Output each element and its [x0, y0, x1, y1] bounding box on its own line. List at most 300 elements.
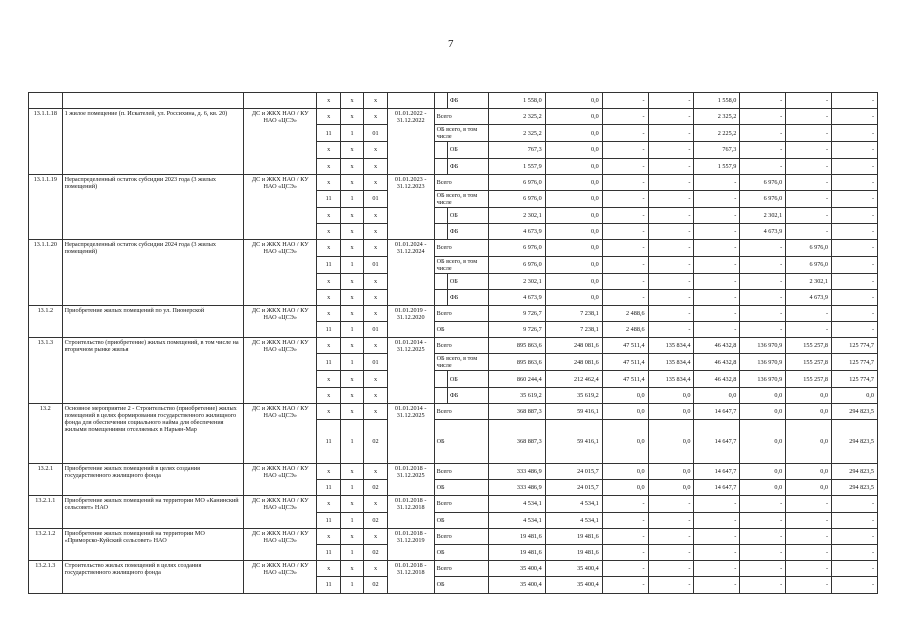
period: 01.01.2018 - 31.12.2025	[387, 464, 434, 496]
amount-cell: -	[832, 207, 878, 223]
amount-cell: -	[694, 322, 740, 338]
amount-cell: 2 302,1	[488, 207, 545, 223]
budget-code: x	[364, 224, 387, 240]
amount-cell: 35 400,4	[488, 577, 545, 593]
table-row	[29, 109, 878, 125]
amount-cell: -	[694, 544, 740, 560]
budget-code: 11	[317, 544, 340, 560]
amount-cell: -	[648, 273, 694, 289]
budget-code: x	[317, 403, 340, 419]
amount-cell: -	[832, 512, 878, 528]
budget-code: x	[317, 528, 340, 544]
budget-code: x	[340, 496, 363, 512]
amount-cell: 1 558,0	[488, 93, 545, 109]
responsible-executor: ДС и ЖКХ НАО / КУ НАО «ЦСЭ»	[244, 528, 317, 560]
amount-cell: 0,0	[602, 480, 648, 496]
amount-cell: -	[648, 496, 694, 512]
amount-cell: -	[740, 512, 786, 528]
amount-cell: -	[832, 528, 878, 544]
amount-cell: -	[832, 273, 878, 289]
amount-cell: -	[832, 109, 878, 125]
amount-cell: -	[786, 125, 832, 142]
amount-cell: 0,0	[602, 420, 648, 464]
amount-cell: 9 726,7	[488, 322, 545, 338]
amount-cell: 4 673,9	[786, 289, 832, 305]
responsible-executor	[244, 93, 317, 109]
budget-code: x	[340, 464, 363, 480]
budget-code: 11	[317, 256, 340, 273]
amount-cell: -	[648, 240, 694, 256]
funding-source: ОБ	[434, 512, 488, 528]
amount-cell: 0,0	[545, 142, 602, 158]
funding-source: ОБ всего, в том числе	[434, 125, 488, 142]
budget-code: x	[340, 289, 363, 305]
amount-cell: 0,0	[545, 93, 602, 109]
amount-cell: -	[832, 190, 878, 207]
amount-cell: 19 481,6	[545, 544, 602, 560]
amount-cell: 0,0	[786, 420, 832, 464]
responsible-executor: ДС и ЖКХ НАО / КУ НАО «ЦСЭ»	[244, 561, 317, 593]
amount-cell: -	[740, 577, 786, 593]
budget-code: x	[340, 561, 363, 577]
budget-code: x	[340, 305, 363, 321]
budget-code: x	[364, 561, 387, 577]
amount-cell: 0,0	[648, 403, 694, 419]
amount-cell: -	[786, 207, 832, 223]
amount-cell: -	[602, 544, 648, 560]
budget-code: x	[364, 528, 387, 544]
budget-code: x	[317, 464, 340, 480]
budget-code: x	[317, 142, 340, 158]
budget-code: 02	[364, 512, 387, 528]
amount-cell: 46 432,8	[694, 354, 740, 371]
activity-code: 13.1.1.19	[29, 174, 63, 240]
amount-cell: -	[648, 289, 694, 305]
budget-code: x	[340, 207, 363, 223]
amount-cell: 0,0	[740, 464, 786, 480]
activity-name: Основное мероприятие 2 - Строительство (приобретение) жилых помещений в целях формирования государственного жилищного фонда для обеспечения социального найма для обеспечения жилыми помещениями отселяемых в Нарьян-Мар	[62, 403, 243, 463]
source-indent	[434, 142, 447, 158]
amount-cell: 767,3	[694, 142, 740, 158]
budget-code: x	[364, 289, 387, 305]
budget-code: 01	[364, 322, 387, 338]
activity-code: 13.2	[29, 403, 63, 463]
budget-code: x	[364, 207, 387, 223]
budget-code: x	[340, 93, 363, 109]
budget-code: x	[317, 207, 340, 223]
program-activities-table	[28, 92, 878, 594]
budget-code: x	[364, 93, 387, 109]
amount-cell: 4 673,9	[488, 224, 545, 240]
budget-code: x	[340, 158, 363, 174]
table-row	[29, 174, 878, 190]
amount-cell: -	[694, 207, 740, 223]
budget-code: 02	[364, 420, 387, 464]
amount-cell: -	[602, 174, 648, 190]
amount-cell: 767,3	[488, 142, 545, 158]
funding-source: Всего	[434, 561, 488, 577]
amount-cell: 0,0	[740, 387, 786, 403]
amount-cell: -	[832, 289, 878, 305]
amount-cell: -	[602, 158, 648, 174]
budget-code: x	[364, 305, 387, 321]
budget-code: x	[317, 93, 340, 109]
amount-cell: -	[786, 109, 832, 125]
amount-cell: -	[832, 544, 878, 560]
responsible-executor: ДС и ЖКХ НАО / КУ НАО «ЦСЭ»	[244, 338, 317, 404]
budget-code: 1	[340, 480, 363, 496]
funding-source: Всего	[434, 305, 488, 321]
period: 01.01.2014 - 31.12.2025	[387, 338, 434, 404]
amount-cell: -	[602, 512, 648, 528]
budget-code: x	[340, 240, 363, 256]
amount-cell: 14 647,7	[694, 464, 740, 480]
amount-cell: 35 400,4	[488, 561, 545, 577]
amount-cell: 125 774,7	[832, 371, 878, 387]
funding-source: ОБ	[434, 577, 488, 593]
amount-cell: -	[694, 273, 740, 289]
amount-cell: -	[832, 561, 878, 577]
budget-code: x	[317, 224, 340, 240]
amount-cell: 155 257,8	[786, 338, 832, 354]
amount-cell: 895 863,6	[488, 338, 545, 354]
amount-cell: 4 534,1	[488, 512, 545, 528]
amount-cell: 0,0	[740, 480, 786, 496]
amount-cell: 248 081,6	[545, 354, 602, 371]
budget-code: x	[340, 387, 363, 403]
budget-code: x	[317, 371, 340, 387]
budget-code: 01	[364, 354, 387, 371]
amount-cell: -	[740, 125, 786, 142]
amount-cell: 0,0	[545, 224, 602, 240]
responsible-executor: ДС и ЖКХ НАО / КУ НАО «ЦСЭ»	[244, 174, 317, 240]
amount-cell: 6 976,0	[488, 240, 545, 256]
amount-cell: -	[832, 240, 878, 256]
budget-code: 01	[364, 256, 387, 273]
amount-cell: 135 834,4	[648, 338, 694, 354]
funding-source: Всего	[434, 338, 488, 354]
budget-code: 1	[340, 125, 363, 142]
budget-code: x	[317, 109, 340, 125]
amount-cell: 294 823,5	[832, 403, 878, 419]
period: 01.01.2018 - 31.12.2018	[387, 496, 434, 528]
amount-cell: -	[648, 561, 694, 577]
amount-cell: -	[740, 273, 786, 289]
budget-code: x	[317, 561, 340, 577]
funding-source: ФБ	[447, 158, 488, 174]
amount-cell: -	[832, 158, 878, 174]
amount-cell: 0,0	[740, 420, 786, 464]
amount-cell: 4 673,9	[740, 224, 786, 240]
amount-cell: 6 976,0	[488, 190, 545, 207]
responsible-executor: ДС и ЖКХ НАО / КУ НАО «ЦСЭ»	[244, 403, 317, 463]
amount-cell: 0,0	[545, 174, 602, 190]
amount-cell: -	[786, 496, 832, 512]
amount-cell: -	[832, 577, 878, 593]
amount-cell: 6 976,0	[740, 174, 786, 190]
amount-cell: 294 823,5	[832, 480, 878, 496]
budget-code: x	[317, 305, 340, 321]
funding-source: ФБ	[447, 289, 488, 305]
amount-cell: 2 488,6	[602, 322, 648, 338]
amount-cell: 0,0	[648, 387, 694, 403]
amount-cell: 6 976,0	[488, 174, 545, 190]
amount-cell: -	[648, 512, 694, 528]
amount-cell: -	[694, 289, 740, 305]
amount-cell: 0,0	[545, 207, 602, 223]
budget-code: x	[317, 496, 340, 512]
table-body	[29, 93, 878, 594]
budget-code: 1	[340, 420, 363, 464]
amount-cell: 136 970,9	[740, 371, 786, 387]
amount-cell: -	[832, 174, 878, 190]
table-row	[29, 93, 878, 109]
amount-cell: -	[602, 528, 648, 544]
amount-cell: -	[602, 256, 648, 273]
period: 01.01.2023 - 31.12.2023	[387, 174, 434, 240]
amount-cell: 47 511,4	[602, 354, 648, 371]
amount-cell: 0,0	[545, 240, 602, 256]
amount-cell: -	[602, 577, 648, 593]
amount-cell: -	[786, 158, 832, 174]
amount-cell: 46 432,8	[694, 338, 740, 354]
table-row	[29, 240, 878, 256]
amount-cell: 6 976,0	[786, 240, 832, 256]
funding-source: ОБ всего, в том числе	[434, 190, 488, 207]
table-row	[29, 496, 878, 512]
budget-code: x	[364, 464, 387, 480]
funding-source: ОБ	[434, 420, 488, 464]
amount-cell: 19 481,6	[488, 528, 545, 544]
table-row	[29, 338, 878, 354]
activity-code: 13.1.2	[29, 305, 63, 337]
amount-cell: 4 534,1	[488, 496, 545, 512]
amount-cell: 2 225,2	[694, 125, 740, 142]
amount-cell: -	[648, 544, 694, 560]
responsible-executor: ДС и ЖКХ НАО / КУ НАО «ЦСЭ»	[244, 109, 317, 175]
amount-cell: 4 534,1	[545, 496, 602, 512]
amount-cell: -	[648, 322, 694, 338]
amount-cell: 0,0	[602, 464, 648, 480]
period: 01.01.2019 - 31.12.2020	[387, 305, 434, 337]
amount-cell: -	[740, 544, 786, 560]
budget-code: x	[340, 403, 363, 419]
amount-cell: -	[740, 496, 786, 512]
table-row	[29, 561, 878, 577]
budget-code: x	[364, 174, 387, 190]
responsible-executor: ДС и ЖКХ НАО / КУ НАО «ЦСЭ»	[244, 496, 317, 528]
amount-cell: 155 257,8	[786, 371, 832, 387]
amount-cell: 9 726,7	[488, 305, 545, 321]
amount-cell: -	[694, 190, 740, 207]
amount-cell: -	[740, 256, 786, 273]
amount-cell: -	[648, 93, 694, 109]
budget-code: x	[317, 289, 340, 305]
budget-code: x	[364, 273, 387, 289]
amount-cell: 125 774,7	[832, 354, 878, 371]
amount-cell: -	[832, 305, 878, 321]
budget-code: 02	[364, 480, 387, 496]
amount-cell: 125 774,7	[832, 338, 878, 354]
activity-name: Приобретение жилых помещений в целях создания государственного жилищного фонда	[62, 464, 243, 496]
budget-code: 02	[364, 577, 387, 593]
amount-cell: -	[694, 496, 740, 512]
funding-source: Всего	[434, 403, 488, 419]
funding-source: ОБ	[447, 273, 488, 289]
amount-cell: 135 834,4	[648, 371, 694, 387]
period: 01.01.2022 - 31.12.2022	[387, 109, 434, 175]
budget-code: x	[364, 109, 387, 125]
amount-cell: 0,0	[694, 387, 740, 403]
amount-cell: -	[694, 512, 740, 528]
amount-cell: 0,0	[786, 387, 832, 403]
amount-cell: -	[786, 561, 832, 577]
amount-cell: 0,0	[545, 109, 602, 125]
funding-source: Всего	[434, 464, 488, 480]
table-row	[29, 403, 878, 419]
amount-cell: -	[786, 305, 832, 321]
amount-cell: -	[740, 93, 786, 109]
table-row	[29, 305, 878, 321]
funding-source: ФБ	[447, 224, 488, 240]
activity-name: 1 жилое помещение (п. Искателей, ул. Россихина, д. 6, кв. 20)	[62, 109, 243, 175]
budget-code: 11	[317, 190, 340, 207]
amount-cell: -	[648, 305, 694, 321]
amount-cell: 1 558,0	[694, 93, 740, 109]
activity-code: 13.1.1.18	[29, 109, 63, 175]
period: 01.01.2014 - 31.12.2025	[387, 403, 434, 463]
amount-cell: -	[740, 561, 786, 577]
amount-cell: 19 481,6	[545, 528, 602, 544]
budget-code: x	[340, 371, 363, 387]
amount-cell: -	[694, 528, 740, 544]
amount-cell: -	[786, 322, 832, 338]
amount-cell: 0,0	[832, 387, 878, 403]
source-indent	[434, 224, 447, 240]
amount-cell: 24 015,7	[545, 464, 602, 480]
amount-cell: -	[648, 190, 694, 207]
amount-cell: 6 976,0	[740, 190, 786, 207]
amount-cell: 333 486,9	[488, 480, 545, 496]
amount-cell: -	[648, 174, 694, 190]
amount-cell: 0,0	[602, 387, 648, 403]
amount-cell: -	[648, 528, 694, 544]
funding-source: Всего	[434, 240, 488, 256]
amount-cell: -	[786, 512, 832, 528]
amount-cell: -	[832, 256, 878, 273]
amount-cell: -	[832, 224, 878, 240]
amount-cell: 0,0	[545, 256, 602, 273]
funding-source: ОБ	[447, 142, 488, 158]
amount-cell: 136 970,9	[740, 338, 786, 354]
budget-code: x	[340, 109, 363, 125]
budget-code: x	[340, 174, 363, 190]
amount-cell: 212 462,4	[545, 371, 602, 387]
budget-code: 01	[364, 190, 387, 207]
budget-code: 02	[364, 544, 387, 560]
amount-cell: 895 863,6	[488, 354, 545, 371]
amount-cell: 47 511,4	[602, 371, 648, 387]
amount-cell: 1 557,9	[488, 158, 545, 174]
amount-cell: -	[602, 207, 648, 223]
budget-code: x	[340, 338, 363, 354]
amount-cell: 59 416,1	[545, 403, 602, 419]
amount-cell: -	[694, 174, 740, 190]
amount-cell: 0,0	[545, 190, 602, 207]
amount-cell: -	[602, 109, 648, 125]
budget-code: 1	[340, 512, 363, 528]
amount-cell: 333 486,9	[488, 464, 545, 480]
amount-cell: 47 511,4	[602, 338, 648, 354]
amount-cell: 14 647,7	[694, 403, 740, 419]
amount-cell: -	[832, 142, 878, 158]
funding-source: ФБ	[447, 93, 488, 109]
table-row	[29, 528, 878, 544]
amount-cell: -	[740, 528, 786, 544]
amount-cell: -	[602, 561, 648, 577]
activity-name: Приобретение жилых помещений на территории МО «Приморско-Куйский сельсовет» НАО	[62, 528, 243, 560]
budget-code: x	[364, 142, 387, 158]
table-row	[29, 464, 878, 480]
budget-code: x	[317, 158, 340, 174]
amount-cell: -	[602, 224, 648, 240]
funding-source: Всего	[434, 496, 488, 512]
budget-code: x	[364, 240, 387, 256]
amount-cell: 0,0	[740, 403, 786, 419]
amount-cell: -	[648, 256, 694, 273]
budget-code: 11	[317, 512, 340, 528]
source-indent	[434, 371, 447, 387]
amount-cell: -	[786, 190, 832, 207]
budget-code: x	[340, 273, 363, 289]
budget-code: 11	[317, 354, 340, 371]
budget-code: 1	[340, 544, 363, 560]
budget-code: x	[340, 528, 363, 544]
amount-cell: 4 673,9	[488, 289, 545, 305]
amount-cell: 0,0	[545, 158, 602, 174]
source-indent	[434, 289, 447, 305]
amount-cell: 35 619,2	[545, 387, 602, 403]
amount-cell: -	[786, 142, 832, 158]
amount-cell: 46 432,8	[694, 371, 740, 387]
amount-cell: 7 238,1	[545, 322, 602, 338]
amount-cell: -	[694, 240, 740, 256]
budget-code: x	[364, 387, 387, 403]
activity-code: 13.1.3	[29, 338, 63, 404]
activity-name: Нераспределенный остаток субсидии 2023 года (3 жилых помещений)	[62, 174, 243, 240]
budget-code: x	[340, 142, 363, 158]
amount-cell: -	[648, 158, 694, 174]
amount-cell: 136 970,9	[740, 354, 786, 371]
amount-cell: 2 325,2	[694, 109, 740, 125]
budget-code: 1	[340, 577, 363, 593]
amount-cell: 7 238,1	[545, 305, 602, 321]
amount-cell: 0,0	[648, 480, 694, 496]
source-indent	[434, 273, 447, 289]
responsible-executor: ДС и ЖКХ НАО / КУ НАО «ЦСЭ»	[244, 464, 317, 496]
amount-cell: -	[786, 577, 832, 593]
period: 01.01.2024 - 31.12.2024	[387, 240, 434, 306]
budget-code: x	[364, 496, 387, 512]
source-indent	[434, 387, 447, 403]
amount-cell: -	[694, 305, 740, 321]
amount-cell: -	[740, 322, 786, 338]
amount-cell: -	[740, 240, 786, 256]
amount-cell: 860 244,4	[488, 371, 545, 387]
budget-code: x	[364, 403, 387, 419]
amount-cell: -	[694, 561, 740, 577]
budget-code: x	[317, 174, 340, 190]
